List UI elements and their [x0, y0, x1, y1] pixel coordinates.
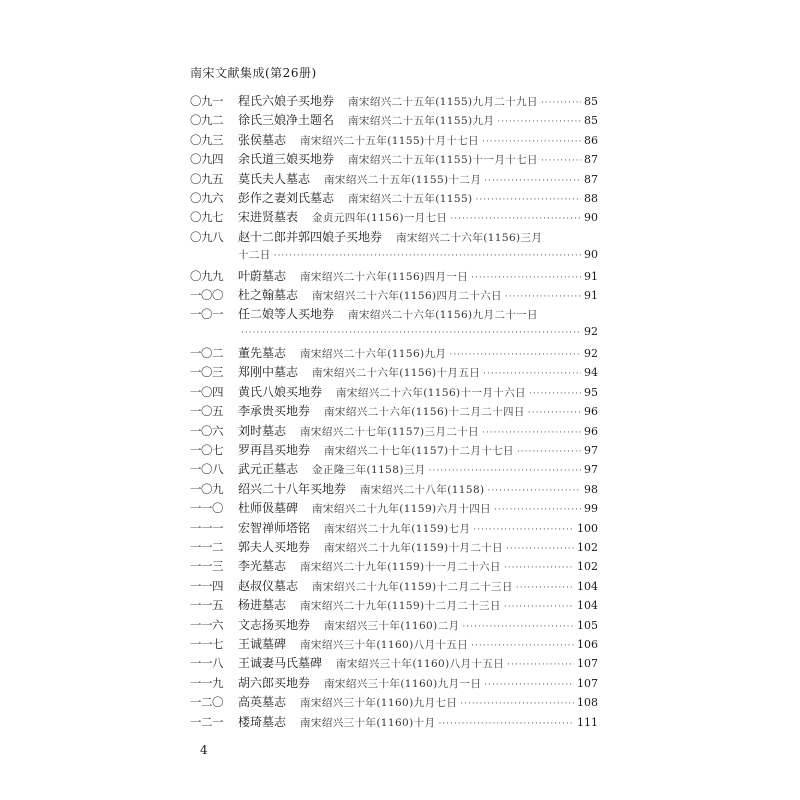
- table-of-contents: [190, 92, 598, 732]
- dot-leader: [497, 117, 581, 127]
- entry-page: 104: [577, 579, 598, 593]
- entry-number: 一一〇: [190, 501, 223, 516]
- entry-page: 97: [584, 463, 598, 477]
- entry-date: 南宋绍兴二十六年(1156)九月二十一日: [348, 309, 538, 322]
- toc-entry: [190, 208, 598, 227]
- entry-page: 102: [577, 540, 598, 554]
- entry-page: 92: [584, 347, 598, 361]
- entry-title: 彭作之妻刘氏墓志: [238, 190, 335, 205]
- entry-number: 一一二: [190, 539, 223, 554]
- entry-number: 〇九二: [190, 113, 223, 128]
- entry-title: 任二娘等人买地券: [238, 307, 335, 322]
- page-number: 4: [200, 743, 208, 757]
- entry-number: 〇九一: [190, 94, 223, 108]
- entry-page: 102: [577, 560, 598, 574]
- dot-leader: [449, 350, 581, 360]
- entry-date: 南宋绍兴二十九年(1159)十月二十日: [324, 541, 504, 554]
- entry-title: 莫氏夫人墓志: [238, 171, 311, 186]
- entry-date: 南宋绍兴二十六年(1156)十二月二十四日: [324, 406, 525, 419]
- entry-page: 100: [577, 521, 598, 535]
- entry-date: 南宋绍兴二十九年(1159)十二月二十三日: [312, 580, 513, 593]
- entry-number: 〇九九: [190, 268, 223, 283]
- toc-entry: [190, 693, 598, 712]
- entry-number: 一〇二: [190, 346, 223, 361]
- toc-entry: [190, 383, 598, 402]
- entry-date: 南宋绍兴二十七年(1157)三月二十日: [300, 425, 480, 438]
- entry-title: 徐氏三娘净土题名: [238, 113, 335, 128]
- entry-page: 96: [584, 424, 598, 438]
- toc-entry-continuation: [190, 247, 598, 266]
- entry-title: 楼琦墓志: [238, 714, 287, 729]
- dot-leader: [541, 156, 581, 166]
- entry-date: 金贞元四年(1156)一月七日: [312, 212, 448, 225]
- entry-title: 程氏六娘子买地券: [238, 94, 335, 108]
- entry-page: 87: [584, 172, 598, 186]
- entry-title: 杜之翰墓志: [238, 287, 299, 302]
- entry-title: 高英墓志: [238, 695, 287, 710]
- entry-title: 杜师伋墓碑: [238, 501, 299, 516]
- dot-leader: [484, 176, 581, 186]
- toc-entry: [190, 557, 598, 576]
- toc-entry: [190, 189, 598, 208]
- entry-number: 〇九四: [190, 152, 223, 167]
- entry-date: 南宋绍兴二十六年(1156)四月二十六日: [312, 289, 502, 302]
- toc-entry: [190, 538, 598, 557]
- entry-number: 〇九三: [190, 132, 223, 147]
- entry-number: 一二〇: [190, 695, 223, 710]
- entry-date: 南宋绍兴二十六年(1156)十月五日: [312, 367, 481, 380]
- entry-title: 余氏道三娘买地券: [238, 152, 335, 167]
- dot-leader: [541, 98, 581, 108]
- entry-date: 南宋绍兴三十年(1160)二月: [324, 619, 460, 632]
- entry-date: 南宋绍兴三十年(1160)九月七日: [300, 697, 458, 710]
- entry-date: 南宋绍兴二十五年(1155)九月: [348, 115, 495, 128]
- entry-date: 南宋绍兴二十九年(1159)十一月二十六日: [300, 561, 501, 574]
- dot-leader: [460, 699, 574, 709]
- dot-leader: [484, 680, 574, 690]
- dot-leader: [517, 447, 581, 457]
- toc-entry: [190, 674, 598, 693]
- dot-leader: [274, 251, 581, 261]
- toc-entry: [190, 402, 598, 421]
- entry-number: 一〇五: [190, 404, 223, 419]
- entry-title: 宏智禅师塔铭: [238, 520, 311, 535]
- entry-title: 王诚墓碑: [238, 636, 287, 651]
- entry-page: 96: [584, 405, 598, 419]
- entry-date: 南宋绍兴二十五年(1155)十月十七日: [300, 134, 480, 147]
- toc-entry: [190, 616, 598, 635]
- toc-entry: [190, 286, 598, 305]
- entry-date: 南宋绍兴三十年(1160)十月: [300, 716, 436, 729]
- entry-number: 〇九六: [190, 190, 223, 205]
- entry-title: 张侯墓志: [238, 132, 287, 147]
- entry-number: 一〇六: [190, 423, 223, 438]
- entry-page: 91: [584, 269, 598, 283]
- entry-number: 一一八: [190, 656, 223, 671]
- toc-entry: [190, 499, 598, 518]
- entry-title: 绍兴二十八年买地券: [238, 481, 347, 496]
- entry-number: 一〇〇: [190, 287, 223, 302]
- entry-number: 一一七: [190, 636, 223, 651]
- toc-entry: [190, 577, 598, 596]
- entry-page: 99: [584, 502, 598, 516]
- entry-number: 一一一: [190, 520, 223, 535]
- entry-page: 90: [584, 211, 598, 225]
- toc-entry: [190, 441, 598, 460]
- entry-page: 92: [584, 324, 598, 338]
- entry-number: 一一九: [190, 675, 223, 690]
- entry-number: 〇九七: [190, 210, 223, 225]
- toc-entry: [190, 363, 598, 382]
- dot-leader: [473, 525, 574, 535]
- toc-entry: [190, 654, 598, 673]
- toc-entry: [190, 596, 598, 615]
- entry-page: 90: [584, 248, 598, 262]
- entry-number: 一〇四: [190, 384, 223, 399]
- dot-leader: [488, 486, 581, 496]
- entry-page: 107: [577, 657, 598, 671]
- toc-entry: [190, 344, 598, 363]
- dot-leader: [504, 563, 574, 573]
- entry-title: 黄氏八娘买地券: [238, 384, 323, 399]
- dot-leader: [429, 466, 581, 476]
- entry-title: 宋进贤墓表: [238, 210, 299, 225]
- toc-entry-continuation: [190, 325, 598, 344]
- toc-entry: [190, 460, 598, 479]
- entry-page: 111: [577, 715, 598, 729]
- entry-page: 106: [577, 637, 598, 651]
- entry-number: 一〇七: [190, 443, 223, 458]
- toc-entry: [190, 131, 598, 150]
- running-header: 南宋文献集成(第26册): [190, 66, 317, 80]
- entry-number: 〇九五: [190, 171, 223, 186]
- entry-title: 王诚妻马氏墓碑: [238, 656, 323, 671]
- entry-page: 104: [577, 599, 598, 613]
- toc-entry: [190, 150, 598, 169]
- entry-page: 85: [584, 95, 598, 108]
- entry-number: 一〇一: [190, 307, 223, 322]
- entry-page: 91: [584, 288, 598, 302]
- entry-date: 南宋绍兴二十六年(1156)三月: [396, 231, 543, 244]
- entry-title: 刘时墓志: [238, 423, 287, 438]
- entry-title: 叶蔚墓志: [238, 268, 287, 283]
- entry-date: 南宋绍兴二十五年(1155)十二月: [324, 173, 482, 186]
- entry-title: 武元正墓志: [238, 462, 299, 477]
- dot-leader: [471, 273, 581, 283]
- entry-date-continued: 十二日: [238, 249, 271, 262]
- entry-date: 南宋绍兴二十八年(1158): [360, 483, 485, 496]
- entry-title: 罗再昌买地券: [238, 443, 311, 458]
- entry-title: 赵叔仪墓志: [238, 578, 299, 593]
- dot-leader: [507, 660, 574, 670]
- entry-number: 一一三: [190, 559, 223, 574]
- entry-title: 李承贵买地券: [238, 404, 311, 419]
- entry-page: 86: [584, 133, 598, 147]
- toc-entry: [190, 92, 598, 111]
- toc-entry: [190, 228, 598, 247]
- entry-page: 98: [584, 482, 598, 496]
- dot-leader: [494, 505, 581, 515]
- entry-number: 一一五: [190, 598, 223, 613]
- toc-entry: [190, 480, 598, 499]
- dot-leader: [505, 292, 581, 302]
- entry-page: 94: [584, 366, 598, 380]
- dot-leader: [483, 369, 581, 379]
- dot-leader: [482, 428, 581, 438]
- toc-entry: [190, 422, 598, 441]
- entry-date: 南宋绍兴二十五年(1155)九月二十九日: [348, 96, 538, 108]
- entry-page: 88: [584, 191, 598, 205]
- dot-leader: [529, 389, 581, 399]
- entry-date: 南宋绍兴三十年(1160)九月一日: [324, 677, 482, 690]
- toc-entry: [190, 713, 598, 732]
- entry-page: 95: [584, 385, 598, 399]
- entry-date: 南宋绍兴二十六年(1156)九月: [300, 348, 447, 361]
- toc-entry: [190, 111, 598, 130]
- entry-title: 文志扬买地券: [238, 617, 311, 632]
- entry-date: 南宋绍兴二十七年(1157)十二月十七日: [324, 445, 514, 458]
- dot-leader: [504, 602, 574, 612]
- entry-page: 97: [584, 444, 598, 458]
- entry-date: 南宋绍兴二十九年(1159)七月: [324, 522, 471, 535]
- entry-date: 南宋绍兴三十年(1160)八月十五日: [300, 638, 469, 651]
- entry-number: 一二一: [190, 714, 223, 729]
- toc-entry: [190, 267, 598, 286]
- entry-number: 一〇三: [190, 365, 223, 380]
- dot-leader: [476, 195, 581, 205]
- entry-title: 李光墓志: [238, 559, 287, 574]
- toc-entry: [190, 519, 598, 538]
- entry-date: 金正隆三年(1158)三月: [312, 464, 426, 477]
- entry-number: 一〇九: [190, 481, 223, 496]
- entry-date: 南宋绍兴三十年(1160)八月十五日: [336, 658, 505, 671]
- dot-leader: [462, 622, 574, 632]
- entry-number: 〇九八: [190, 229, 223, 244]
- entry-title: 胡六郎买地券: [238, 675, 311, 690]
- dot-leader: [450, 214, 581, 224]
- entry-date: 南宋绍兴二十九年(1159)六月十四日: [312, 503, 492, 516]
- entry-date: 南宋绍兴二十九年(1159)十二月二十三日: [300, 600, 501, 613]
- dot-leader: [506, 544, 574, 554]
- dot-leader: [528, 408, 581, 418]
- entry-date: 南宋绍兴二十五年(1155)十一月十七日: [348, 154, 538, 167]
- dot-leader: [438, 719, 574, 729]
- entry-title: 杨进墓志: [238, 598, 287, 613]
- dot-leader: [471, 641, 574, 651]
- entry-number: 一一四: [190, 578, 223, 593]
- dot-leader: [241, 328, 581, 338]
- entry-page: 107: [577, 676, 598, 690]
- dot-leader: [516, 583, 574, 593]
- toc-entry: [190, 635, 598, 654]
- entry-number: 一〇八: [190, 462, 223, 477]
- entry-date: 南宋绍兴二十六年(1156)十一月十六日: [336, 386, 526, 399]
- entry-page: 108: [577, 696, 598, 710]
- entry-title: 赵十二郎并郭四娘子买地券: [238, 229, 383, 244]
- entry-page: 85: [584, 114, 598, 128]
- entry-title: 郑刚中墓志: [238, 365, 299, 380]
- entry-number: 一一六: [190, 617, 223, 632]
- toc-entry: [190, 305, 598, 324]
- entry-title: 郭夫人买地券: [238, 539, 311, 554]
- entry-date: 南宋绍兴二十五年(1155): [348, 192, 473, 205]
- entry-title: 董先墓志: [238, 346, 287, 361]
- entry-page: 87: [584, 153, 598, 167]
- toc-entry: [190, 170, 598, 189]
- entry-date: 南宋绍兴二十六年(1156)四月一日: [300, 270, 469, 283]
- entry-page: 105: [577, 618, 598, 632]
- dot-leader: [482, 137, 581, 147]
